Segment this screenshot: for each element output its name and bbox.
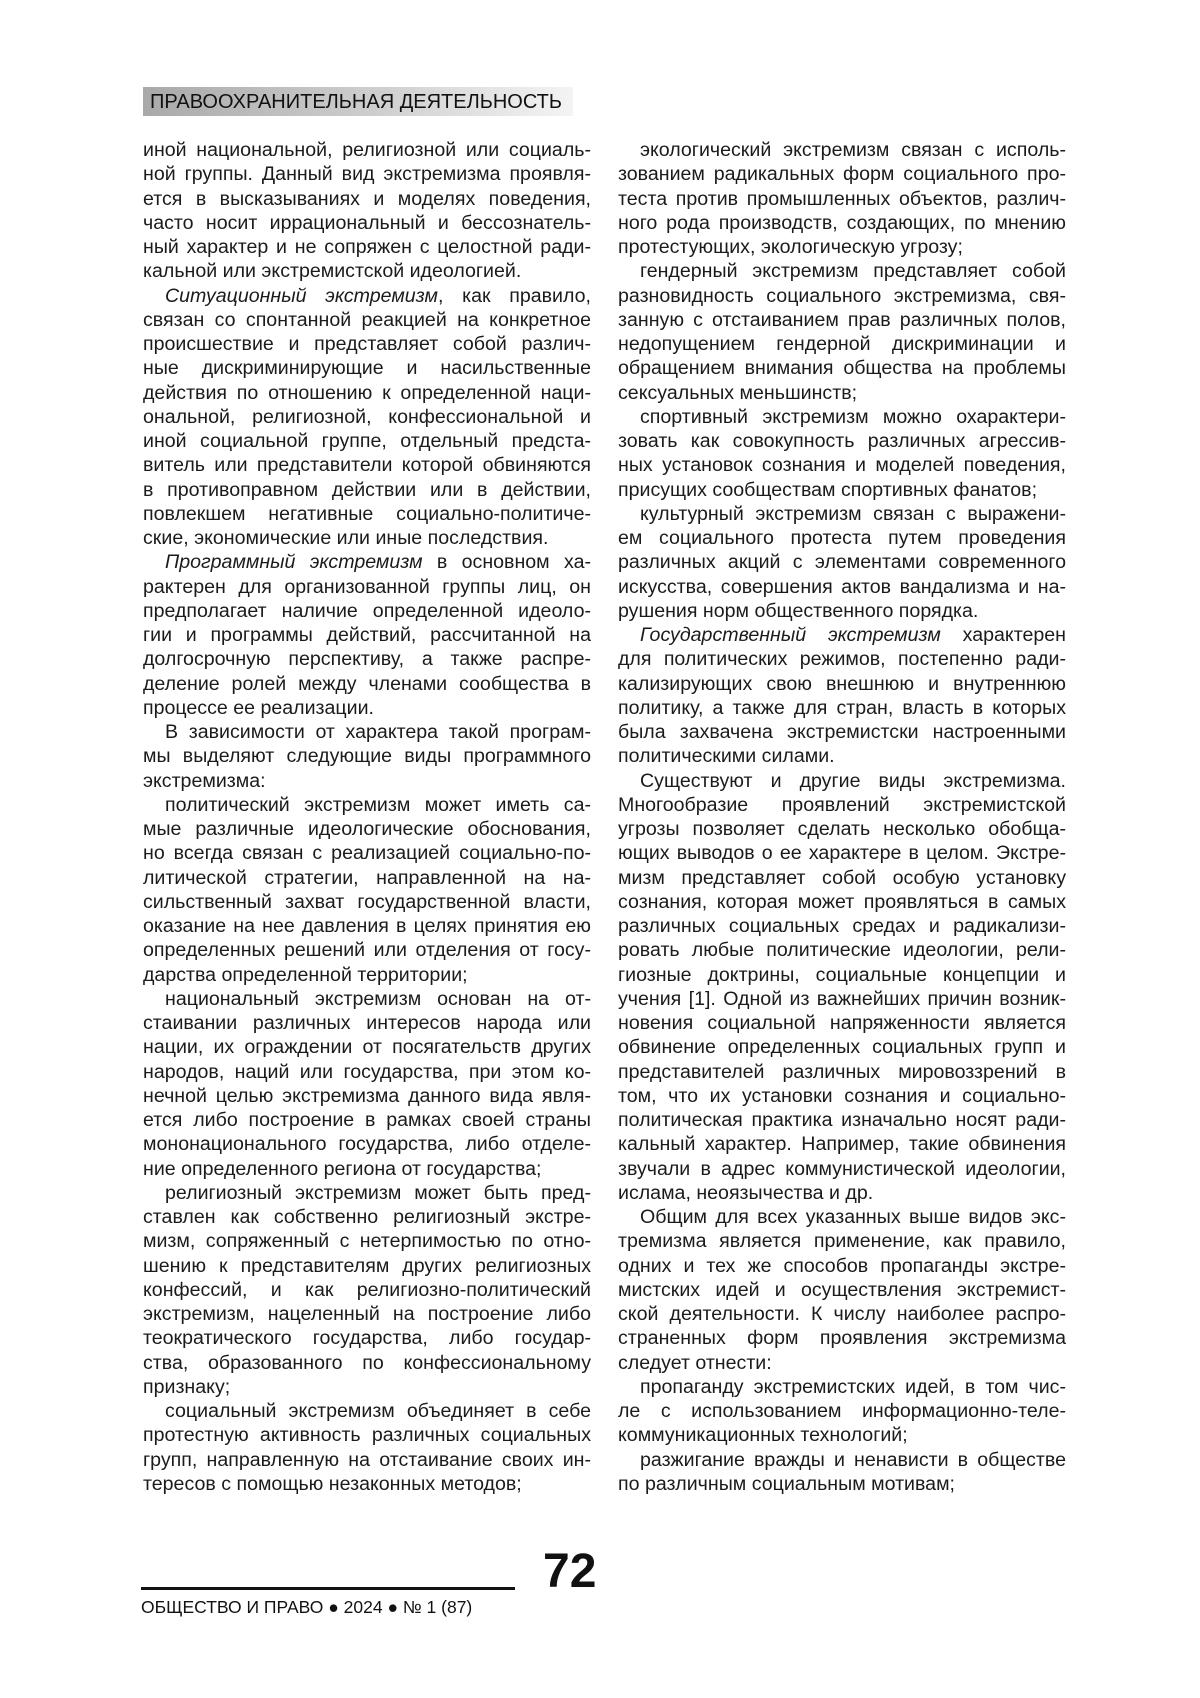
text-run: , как правило,: [438, 285, 591, 307]
text-line: ства, образованного по конфессиональному: [143, 1351, 591, 1375]
text-line: присущих сообществам спортивных фанатов;: [618, 478, 1066, 502]
text-line: учения [1]. Одной из важнейших причин возник-: [618, 987, 1066, 1011]
italic-term: Программный экстремизм: [165, 551, 423, 573]
paragraph: [143, 550, 591, 720]
text-line: одних и тех же способов пропаганды экстре-: [618, 1254, 1066, 1278]
text-line: политическая практика изначально носят ради-: [618, 1108, 1066, 1132]
text-line: оказание на нее давления в целях принятия ею: [143, 914, 591, 938]
text-line: Многообразие проявлений экстремистской: [618, 793, 1066, 817]
text-line: гендерный экстремизм представляет собой: [618, 259, 1066, 283]
text-line: протестующих, экологическую угрозу;: [618, 235, 1066, 259]
text-line: ем социального протеста путем проведения: [618, 526, 1066, 550]
text-line: групп, направленную на отстаивание своих ин-: [143, 1448, 591, 1472]
text-line: рушения норм общественного порядка.: [618, 599, 1066, 623]
text-line: политическими силами.: [618, 744, 1066, 768]
text-line: мые различные идеологические обоснования,: [143, 817, 591, 841]
text-line: ется либо построение в рамках своей страны: [143, 1108, 591, 1132]
text-line: определенных решений или отделения от госу-: [143, 938, 591, 962]
text-line: часто носит иррациональный и бессознатель-: [143, 211, 591, 235]
left-column: [143, 138, 591, 1496]
text-line: по различным социальным мотивам;: [618, 1472, 1066, 1496]
section-title: ПРАВООХРАНИТЕЛЬНАЯ ДЕЯТЕЛЬНОСТЬ: [150, 89, 562, 115]
paragraph: [618, 138, 1066, 259]
text-line: тересов с помощью незаконных методов;: [143, 1472, 591, 1496]
text-line: обвинение определенных социальных групп и: [618, 1035, 1066, 1059]
text-line: шению к представителям других религиозных: [143, 1254, 591, 1278]
text-line: [618, 623, 1066, 647]
text-line: культурный экстремизм связан с выражени-: [618, 502, 1066, 526]
text-line: разжигание вражды и ненависти в обществе: [618, 1448, 1066, 1472]
text-line: ной группы. Данный вид экстремизма проявля-: [143, 162, 591, 186]
text-line: ного рода производств, создающих, по мнению: [618, 211, 1066, 235]
paragraph: [143, 720, 591, 793]
page-number: 72: [543, 1548, 596, 1596]
text-line: религиозный экстремизм может быть пред-: [143, 1181, 591, 1205]
text-line: новения социальной напряженности является: [618, 1011, 1066, 1035]
text-line: В зависимости от характера такой програм-: [143, 720, 591, 744]
text-line: тремизма является применение, как правило,: [618, 1229, 1066, 1253]
text-line: политический экстремизм может иметь са-: [143, 793, 591, 817]
text-line: следует отнести:: [618, 1351, 1066, 1375]
text-line: процессе ее реализации.: [143, 696, 591, 720]
paragraph: [618, 259, 1066, 405]
paragraph: [618, 769, 1066, 1206]
text-line: витель или представители которой обвиняются: [143, 453, 591, 477]
text-line: ных установок сознания и моделей поведения,: [618, 453, 1066, 477]
text-line: экстремизма:: [143, 769, 591, 793]
text-run: характерен: [941, 624, 1066, 646]
text-line: ле с использованием информационно-теле-: [618, 1399, 1066, 1423]
text-line: представителей различных мировоззрений в: [618, 1060, 1066, 1084]
text-line: кальной или экстремистской идеологией.: [143, 259, 591, 283]
paragraph: [618, 502, 1066, 623]
text-line: зованием радикальных форм социального про-: [618, 162, 1066, 186]
text-line: различных акций с элементами современного: [618, 550, 1066, 574]
text-line: деление ролей между членами сообщества в: [143, 672, 591, 696]
text-run: в основном ха-: [423, 551, 591, 573]
text-line: ислама, неоязычества и др.: [618, 1181, 1066, 1205]
text-line: обращением внимания общества на проблемы: [618, 356, 1066, 380]
italic-term: Государственный экстремизм: [640, 624, 941, 646]
journal-info: ОБЩЕСТВО И ПРАВО ● 2024 ● № 1 (87): [141, 1596, 472, 1618]
text-line: конфессий, и как религиозно-политический: [143, 1278, 591, 1302]
text-line: коммуникационных технологий;: [618, 1423, 1066, 1447]
text-line: сильственный захват государственной власти,: [143, 890, 591, 914]
text-line: национальный экстремизм основан на от-: [143, 987, 591, 1011]
text-line: происшествие и представляет собой различ-: [143, 332, 591, 356]
paragraph: [143, 284, 591, 551]
text-line: теократического государства, либо государ-: [143, 1326, 591, 1350]
text-line: литической стратегии, направленной на на-: [143, 866, 591, 890]
text-line: народов, наций или государства, при этом ко-: [143, 1060, 591, 1084]
text-line: политику, а также для стран, власть в которых: [618, 696, 1066, 720]
text-line: кальный характер. Например, такие обвинения: [618, 1132, 1066, 1156]
text-line: ющих выводов о ее характере в целом. Экстре-: [618, 841, 1066, 865]
text-line: разновидность социального экстремизма, свя-: [618, 284, 1066, 308]
text-line: ется в высказываниях и моделях поведения,: [143, 187, 591, 211]
paragraph: [143, 793, 591, 987]
text-line: различных социальных средах и радикализи-: [618, 914, 1066, 938]
text-line: нации, их ограждении от посягательств других: [143, 1035, 591, 1059]
text-line: ские, экономические или иные последствия.: [143, 526, 591, 550]
text-line: ставлен как собственно религиозный экстре-: [143, 1205, 591, 1229]
text-line: теста против промышленных объектов, различ-: [618, 187, 1066, 211]
text-line: [143, 284, 591, 308]
text-line: в противоправном действии или в действии,: [143, 478, 591, 502]
text-line: дарства определенной территории;: [143, 963, 591, 987]
text-line: ные дискриминирующие и насильственные: [143, 356, 591, 380]
text-line: том, что их установки сознания и социально-: [618, 1084, 1066, 1108]
text-line: мононационального государства, либо отделе-: [143, 1132, 591, 1156]
text-line: [143, 550, 591, 574]
text-line: недопущением гендерной дискриминации и: [618, 332, 1066, 356]
text-line: ональной, религиозной, конфессиональной и: [143, 405, 591, 429]
text-line: действия по отношению к определенной наци-: [143, 381, 591, 405]
paragraph: [618, 405, 1066, 502]
footer-rule: [141, 1587, 515, 1590]
text-line: пропаганду экстремистских идей, в том чис-: [618, 1375, 1066, 1399]
text-line: ние определенного региона от государства;: [143, 1157, 591, 1181]
text-line: сексуальных меньшинств;: [618, 381, 1066, 405]
text-line: гиозные доктрины, социальные концепции и: [618, 963, 1066, 987]
paragraph: [618, 623, 1066, 769]
text-line: мистских идей и осуществления экстремист-: [618, 1278, 1066, 1302]
text-line: спортивный экстремизм можно охарактери-: [618, 405, 1066, 429]
text-line: признаку;: [143, 1375, 591, 1399]
paragraph: [618, 1448, 1066, 1497]
text-line: ровать любые политические идеологии, рели-: [618, 938, 1066, 962]
text-line: для политических режимов, постепенно ради-: [618, 647, 1066, 671]
text-line: долгосрочную перспективу, а также распре-: [143, 647, 591, 671]
text-line: угрозы позволяет сделать несколько обобща-: [618, 817, 1066, 841]
text-line: гии и программы действий, рассчитанной на: [143, 623, 591, 647]
paragraph: [143, 1181, 591, 1399]
text-line: иной национальной, религиозной или социаль-: [143, 138, 591, 162]
text-line: иной социальной группе, отдельный предста-: [143, 429, 591, 453]
text-line: предполагает наличие определенной идеоло-: [143, 599, 591, 623]
text-line: была захвачена экстремистски настроенными: [618, 720, 1066, 744]
text-line: кализирующих свою внешнюю и внутреннюю: [618, 672, 1066, 696]
text-line: рактерен для организованной группы лиц, он: [143, 575, 591, 599]
text-line: мизм, сопряженный с нетерпимостью по отно-: [143, 1229, 591, 1253]
text-line: занную с отстаиванием прав различных полов,: [618, 308, 1066, 332]
text-line: стаивании различных интересов народа или: [143, 1011, 591, 1035]
text-line: повлекшем негативные социально-политиче-: [143, 502, 591, 526]
text-line: экологический экстремизм связан с исполь-: [618, 138, 1066, 162]
paragraph: [618, 1375, 1066, 1448]
text-line: но всегда связан с реализацией социально-по-: [143, 841, 591, 865]
right-column: [618, 138, 1066, 1496]
paragraph: [143, 1399, 591, 1496]
text-line: Существуют и другие виды экстремизма.: [618, 769, 1066, 793]
text-line: социальный экстремизм объединяет в себе: [143, 1399, 591, 1423]
text-line: мизм представляет собой особую установку: [618, 866, 1066, 890]
text-line: сознания, которая может проявляться в самых: [618, 890, 1066, 914]
text-line: зовать как совокупность различных агрессив-: [618, 429, 1066, 453]
text-line: искусства, совершения актов вандализма и на-: [618, 575, 1066, 599]
text-line: Общим для всех указанных выше видов экс-: [618, 1205, 1066, 1229]
paragraph: [618, 1205, 1066, 1375]
paragraph: [143, 138, 591, 284]
text-line: ный характер и не сопряжен с целостной ради-: [143, 235, 591, 259]
text-line: протестную активность различных социальных: [143, 1423, 591, 1447]
text-line: нечной целью экстремизма данного вида явля-: [143, 1084, 591, 1108]
italic-term: Ситуационный экстремизм: [165, 285, 438, 307]
text-line: экстремизм, нацеленный на построение либо: [143, 1302, 591, 1326]
paragraph: [143, 987, 591, 1181]
text-line: звучали в адрес коммунистической идеологии,: [618, 1157, 1066, 1181]
text-line: страненных форм проявления экстремизма: [618, 1326, 1066, 1350]
text-line: ской деятельности. К числу наиболее распро-: [618, 1302, 1066, 1326]
text-line: связан со спонтанной реакцией на конкретное: [143, 308, 591, 332]
text-line: мы выделяют следующие виды программного: [143, 744, 591, 768]
